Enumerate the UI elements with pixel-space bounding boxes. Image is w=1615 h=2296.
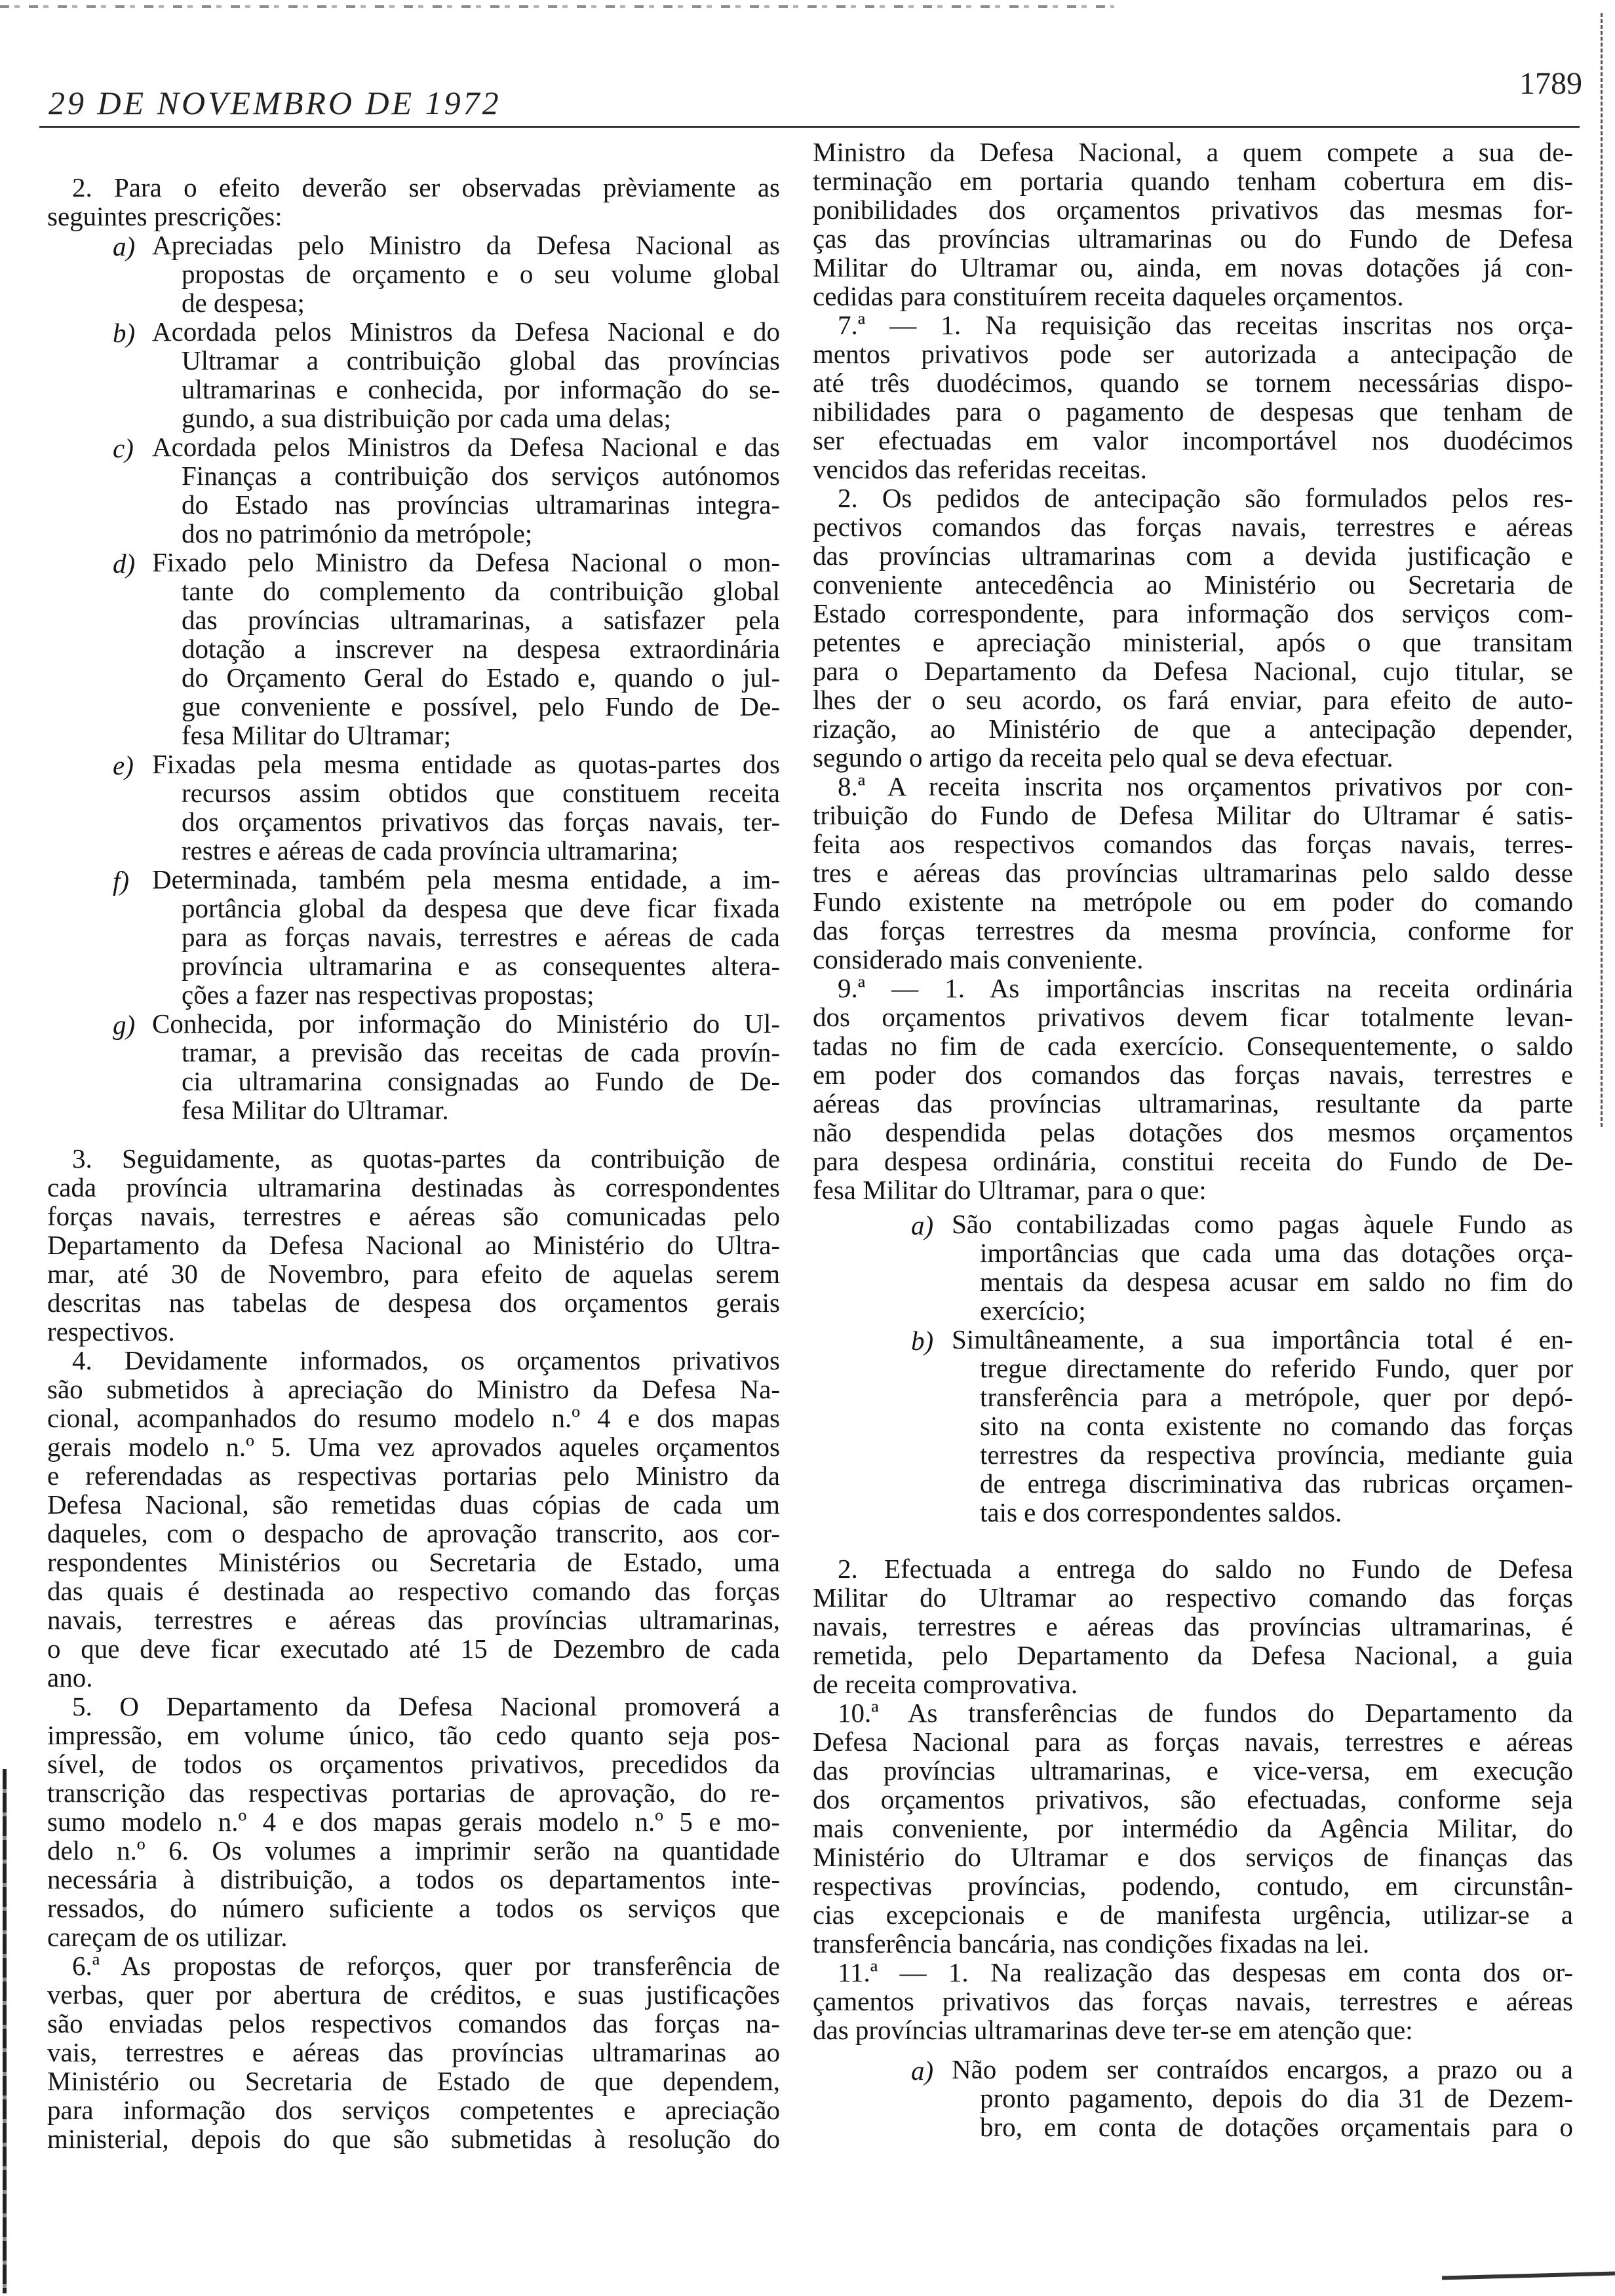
text-line: Conhecida, por informação do Ministério do Ul- (152, 1008, 780, 1039)
text-line: propostas de orçamento e o seu volume global (182, 259, 780, 289)
text-line: Estado correspondente, para informação dos serviços com- (813, 598, 1573, 628)
text-line: tramar, a previsão das receitas de cada provín- (182, 1037, 780, 1067)
text-line: sito na conta existente no comando das forças (980, 1411, 1573, 1441)
text-line: do Orçamento Geral do Estado e, quando o jul- (182, 662, 780, 693)
list-item (813, 1210, 1573, 1325)
text-line: segundo o artigo da receita pelo qual se deva efectuar. (813, 742, 1393, 773)
text-line: rização, ao Ministério de que a antecipação depender, (813, 714, 1573, 744)
text-line: ças das províncias ultramarinas ou do Fundo de Defesa (813, 223, 1573, 254)
text-line: cedidas para constituírem receita daqueles orçamentos. (813, 281, 1404, 311)
text-line: das províncias ultramarinas, e vice-versa, em execução (813, 1755, 1573, 1786)
list-item-label: a) (911, 2056, 934, 2086)
text-line: para informação dos serviços competentes e apreciação (47, 2095, 780, 2125)
text-line: Ministério ou Secretaria de Estado de que dependem, (47, 2066, 780, 2096)
list-item-label: b) (113, 318, 136, 348)
paragraph (813, 138, 1573, 311)
text-line: dotação a inscrever na despesa extraordinária (182, 634, 780, 664)
text-line: Ministro da Defesa Nacional, a quem compete a sua de- (813, 137, 1573, 167)
text-line: 7.ª — 1. Na requisição das receitas inscritas nos orça- (838, 310, 1573, 340)
text-line: descritas nas tabelas de despesa dos orçamentos gerais (47, 1288, 780, 1318)
paragraph (813, 1698, 1573, 1958)
header-rule (39, 126, 1580, 128)
text-line: respondentes Ministérios ou Secretaria de Estado, uma (47, 1547, 780, 1577)
text-line: recursos assim obtidos que constituem receita (182, 778, 780, 808)
text-line: para despesa ordinária, constitui receita do Fundo de De- (813, 1146, 1573, 1176)
right-column (813, 138, 1573, 2141)
text-line: respectivas províncias, podendo, contudo, em circunstân- (813, 1871, 1573, 1901)
text-line: 6.ª As propostas de reforços, quer por transferência de (72, 1951, 780, 1981)
text-line: das províncias ultramarinas, a satisfazer pela (182, 605, 780, 635)
text-line: ano. (47, 1662, 93, 1693)
text-line: são enviadas pelos respectivos comandos das forças na- (47, 2008, 780, 2038)
text-line: dos no património da metrópole; (182, 518, 533, 548)
text-line: ultramarinas e conhecida, por informação do se- (182, 374, 780, 404)
text-line: dos orçamentos privativos devem ficar totalmente levan- (813, 1002, 1573, 1032)
text-line: das províncias ultramarinas deve ter-se em atenção que: (813, 2015, 1413, 2045)
text-line: careçam de os utilizar. (47, 1922, 288, 1952)
paragraph (47, 1346, 780, 1692)
text-line: necessária à distribuição, a todos os departamentos inte- (47, 1864, 780, 1894)
text-line: bro, em conta de dotações orçamentais para o (980, 2112, 1573, 2142)
text-line: fesa Militar do Ultramar; (182, 720, 452, 750)
paragraph (813, 772, 1573, 974)
text-line: Apreciadas pelo Ministro da Defesa Nacional as (152, 230, 780, 260)
list-item (47, 231, 780, 317)
text-line: portância global da despesa que deve ficar fixada (182, 893, 780, 923)
text-line: fesa Militar do Ultramar, para o que: (813, 1175, 1207, 1205)
text-line: gundo, a sua distribuição por cada uma delas; (182, 403, 671, 433)
text-line: Acordada pelos Ministros da Defesa Nacional e do (152, 316, 780, 347)
text-line: mais conveniente, por intermédio da Agência Militar, do (813, 1813, 1573, 1843)
text-line: respectivos. (47, 1316, 175, 1347)
text-line: ções a fazer nas respectivas propostas; (182, 980, 594, 1010)
text-line: das províncias ultramarinas com a devida justificação e (813, 541, 1573, 571)
text-line: Ultramar a contribuição global das províncias (182, 345, 780, 375)
text-line: Defesa Nacional para as forças navais, terrestres e aéreas (813, 1727, 1573, 1757)
text-line: Defesa Nacional, são remetidas duas cópias de cada um (47, 1489, 780, 1520)
text-line: São contabilizadas como pagas àquele Fundo as (952, 1209, 1573, 1239)
text-line: navais, terrestres e aéreas das províncias ultramarinas, (47, 1605, 780, 1635)
text-line: e referendadas as respectivas portarias pelo Ministro da (47, 1461, 780, 1491)
text-line: gerais modelo n.º 5. Uma vez aprovados aqueles orçamentos (47, 1432, 780, 1462)
text-line: de despesa; (182, 288, 305, 318)
text-line: tadas no fim de cada exercício. Consequentemente, o saldo (813, 1031, 1573, 1061)
text-line: Fixado pelo Ministro da Defesa Nacional o mon- (152, 547, 780, 577)
list-item (47, 317, 780, 432)
list-item (813, 1325, 1573, 1527)
text-line: Departamento da Defesa Nacional ao Ministério do Ultra- (47, 1230, 780, 1260)
list-item (47, 865, 780, 1009)
paragraph (813, 484, 1573, 772)
text-line: feita aos respectivos comandos das forças navais, terres- (813, 829, 1573, 859)
list-item (47, 1009, 780, 1124)
list-item-label: d) (113, 548, 136, 579)
text-line: Ministério do Ultramar e dos serviços de finanças das (813, 1842, 1573, 1872)
text-line: ponibilidades dos orçamentos privativos das mesmas for- (813, 195, 1573, 225)
text-line: forças navais, terrestres e aéreas são comunicadas pelo (47, 1201, 780, 1231)
paragraph (813, 1958, 1573, 2044)
text-line: cias excepcionais e de manifesta urgência, utilizar-se a (813, 1900, 1573, 1930)
text-line: sível, de todos os orçamentos privativos, precedidos da (47, 1749, 780, 1779)
list-item (47, 548, 780, 750)
text-line: para o Departamento da Defesa Nacional, cujo titular, se (813, 656, 1573, 686)
text-line: transcrição das respectivas portarias de aprovação, do re- (47, 1778, 780, 1808)
scan-edge-bottom (1442, 2272, 1615, 2280)
text-line: cia ultramarina consignadas ao Fundo de De- (182, 1066, 780, 1096)
text-line: tante do complemento da contribuição global (182, 576, 780, 606)
text-line: 2. Para o efeito deverão ser observadas prèviamente as (72, 172, 780, 202)
text-line: fesa Militar do Ultramar. (182, 1095, 449, 1125)
text-line: aéreas das províncias ultramarinas, resultante da parte (813, 1088, 1573, 1119)
text-line: 5. O Departamento da Defesa Nacional promoverá a (72, 1691, 780, 1721)
paragraph (813, 974, 1573, 1204)
scan-noise-top (0, 5, 1114, 8)
text-line: petentes e apreciação ministerial, após o que transitam (813, 627, 1573, 657)
text-line: dos orçamentos privativos das forças navais, ter- (182, 807, 780, 837)
left-column (47, 173, 780, 2153)
text-line: do Estado nas províncias ultramarinas integra- (182, 489, 780, 520)
text-line: terrestres da respectiva província, mediante guia (980, 1440, 1573, 1470)
list-item (813, 2055, 1573, 2141)
text-line: Fundo existente na metrópole ou em poder do comando (813, 887, 1573, 917)
page-header-date: 29 DE NOVEMBRO DE 1972 (49, 85, 501, 121)
scan-edge-right (1601, 13, 1603, 1127)
text-line: delo n.º 6. Os volumes a imprimir serão na quantidade (47, 1835, 780, 1866)
text-line: considerado mais conveniente. (813, 944, 1144, 974)
text-line: das forças terrestres da mesma província, conforme for (813, 915, 1573, 946)
text-line: tres e aéreas das províncias ultramarinas pelo saldo desse (813, 858, 1573, 888)
text-line: 2. Os pedidos de antecipação são formulados pelos res- (838, 483, 1573, 513)
paragraph (47, 173, 780, 231)
text-line: 8.ª A receita inscrita nos orçamentos privativos por con- (838, 771, 1573, 801)
text-line: tribuição do Fundo de Defesa Militar do Ultramar é satis- (813, 800, 1573, 830)
scan-edge-left (3, 1769, 7, 2293)
text-line: pronto pagamento, depois do dia 31 de Dezem- (980, 2083, 1573, 2113)
text-line: navais, terrestres e aéreas das províncias ultramarinas, é (813, 1611, 1573, 1641)
paragraph (47, 1692, 780, 1951)
text-line: o que deve ficar executado até 15 de Dezembro de cada (47, 1634, 780, 1664)
text-line: Simultâneamente, a sua importância total é en- (952, 1324, 1573, 1354)
text-line: tregue directamente do referido Fundo, quer por (980, 1353, 1573, 1383)
list-item-label: a) (113, 231, 136, 261)
text-line: Determinada, também pela mesma entidade, a im- (152, 864, 780, 894)
text-line: são submetidos à apreciação do Ministro da Defesa Na- (47, 1374, 780, 1404)
text-line: sumo modelo n.º 4 e dos mapas gerais modelo n.º 5 e mo- (47, 1807, 780, 1837)
text-line: até três duodécimos, quando se tornem necessárias dispo- (813, 368, 1573, 398)
text-line: 10.ª As transferências de fundos do Departamento da (838, 1698, 1573, 1728)
text-line: 4. Devidamente informados, os orçamentos privativos (72, 1345, 780, 1375)
text-line: Não podem ser contraídos encargos, a prazo ou a (952, 2054, 1573, 2084)
text-line: 3. Seguidamente, as quotas-partes da contribuição de (72, 1143, 780, 1174)
text-line: das quais é destinada ao respectivo comando das forças (47, 1576, 780, 1606)
paragraph (47, 1951, 780, 2153)
list-item-label: g) (113, 1010, 136, 1040)
text-line: ser efectuadas em valor incomportável nos duodécimos (813, 425, 1573, 455)
text-line: impressão, em volume único, tão cedo quanto seja pos- (47, 1720, 780, 1750)
text-line: Acordada pelos Ministros da Defesa Nacional e das (152, 432, 780, 462)
text-line: mar, até 30 de Novembro, para efeito de aquelas serem (47, 1259, 780, 1289)
text-line: terminação em portaria quando tenham cobertura em dis- (813, 166, 1573, 196)
text-line: Militar do Ultramar ou, ainda, em novas dotações já con- (813, 252, 1573, 282)
text-line: não despendida pelas dotações dos mesmos orçamentos (813, 1117, 1573, 1147)
paragraph (813, 1554, 1573, 1698)
text-line: transferência bancária, nas condições fixadas na lei. (813, 1928, 1370, 1959)
text-line: cada província ultramarina destinadas às correspondentes (47, 1172, 780, 1202)
list-item-label: b) (911, 1326, 934, 1356)
text-line: 9.ª — 1. As importâncias inscritas na receita ordinária (838, 973, 1573, 1003)
text-line: província ultramarina e as consequentes altera- (182, 951, 780, 981)
text-line: Militar do Ultramar ao respectivo comando das forças (813, 1582, 1573, 1613)
text-line: tais e dos correspondentes saldos. (980, 1497, 1342, 1527)
text-line: çamentos privativos das forças navais, terrestres e aéreas (813, 1986, 1573, 2016)
text-line: restres e aéreas de cada província ultramarina; (182, 835, 679, 866)
text-line: nibilidades para o pagamento de despesas que tenham de (813, 396, 1573, 427)
text-line: 11.ª — 1. Na realização das despesas em conta dos or- (838, 1957, 1573, 1987)
text-line: exercício; (980, 1295, 1086, 1326)
text-line: transferência para a metrópole, quer por depó- (980, 1382, 1573, 1412)
list-item-label: c) (113, 433, 134, 463)
text-line: pectivos comandos das forças navais, terrestres e aéreas (813, 512, 1573, 542)
text-line: ressados, do número suficiente a todos os serviços que (47, 1893, 780, 1923)
text-line: de entrega discriminativa das rubricas orçamen- (980, 1468, 1573, 1499)
text-line: mentais da despesa acusar em saldo no fim do (980, 1267, 1573, 1297)
text-line: lhes der o seu acordo, os fará enviar, para efeito de auto- (813, 685, 1573, 715)
page-number: 1789 (1519, 66, 1582, 101)
list-item-label: e) (113, 750, 134, 780)
paragraph (47, 1144, 780, 1346)
text-line: conveniente antecedência ao Ministério ou Secretaria de (813, 569, 1573, 600)
text-line: remetida, pelo Departamento da Defesa Nacional, a guia (813, 1640, 1573, 1670)
list-item (47, 750, 780, 865)
text-line: em poder dos comandos das forças navais, terrestres e (813, 1060, 1573, 1090)
list-item (47, 432, 780, 548)
text-line: para as forças navais, terrestres e aéreas de cada (182, 922, 780, 952)
text-line: importâncias que cada uma das dotações orça- (980, 1238, 1573, 1268)
text-line: de receita comprovativa. (813, 1669, 1078, 1699)
text-line: Fixadas pela mesma entidade as quotas-partes dos (152, 749, 780, 779)
text-line: vencidos das referidas receitas. (813, 454, 1147, 484)
text-line: gue conveniente e possível, pelo Fundo de De- (182, 691, 780, 721)
text-line: daqueles, com o despacho de aprovação transcrito, aos cor- (47, 1518, 780, 1548)
text-line: ministerial, depois do que são submetidas à resolução do (47, 2124, 780, 2154)
text-line: 2. Efectuada a entrega do saldo no Fundo de Defesa (838, 1554, 1573, 1584)
text-line: verbas, quer por abertura de créditos, e suas justificações (47, 1980, 780, 2010)
text-line: seguintes prescrições: (47, 201, 282, 231)
paragraph (813, 311, 1573, 484)
text-line: dos orçamentos privativos, são efectuadas, conforme seja (813, 1784, 1573, 1814)
text-line: Finanças a contribuição dos serviços autónomos (182, 461, 780, 491)
text-line: vais, terrestres e aéreas das províncias ultramarinas ao (47, 2037, 780, 2067)
text-line: mentos privativos pode ser autorizada a antecipação de (813, 339, 1573, 369)
list-item-label: a) (911, 1210, 934, 1240)
list-item-label: f) (113, 866, 130, 896)
text-line: cional, acompanhados do resumo modelo n.º 4 e dos mapas (47, 1403, 780, 1433)
